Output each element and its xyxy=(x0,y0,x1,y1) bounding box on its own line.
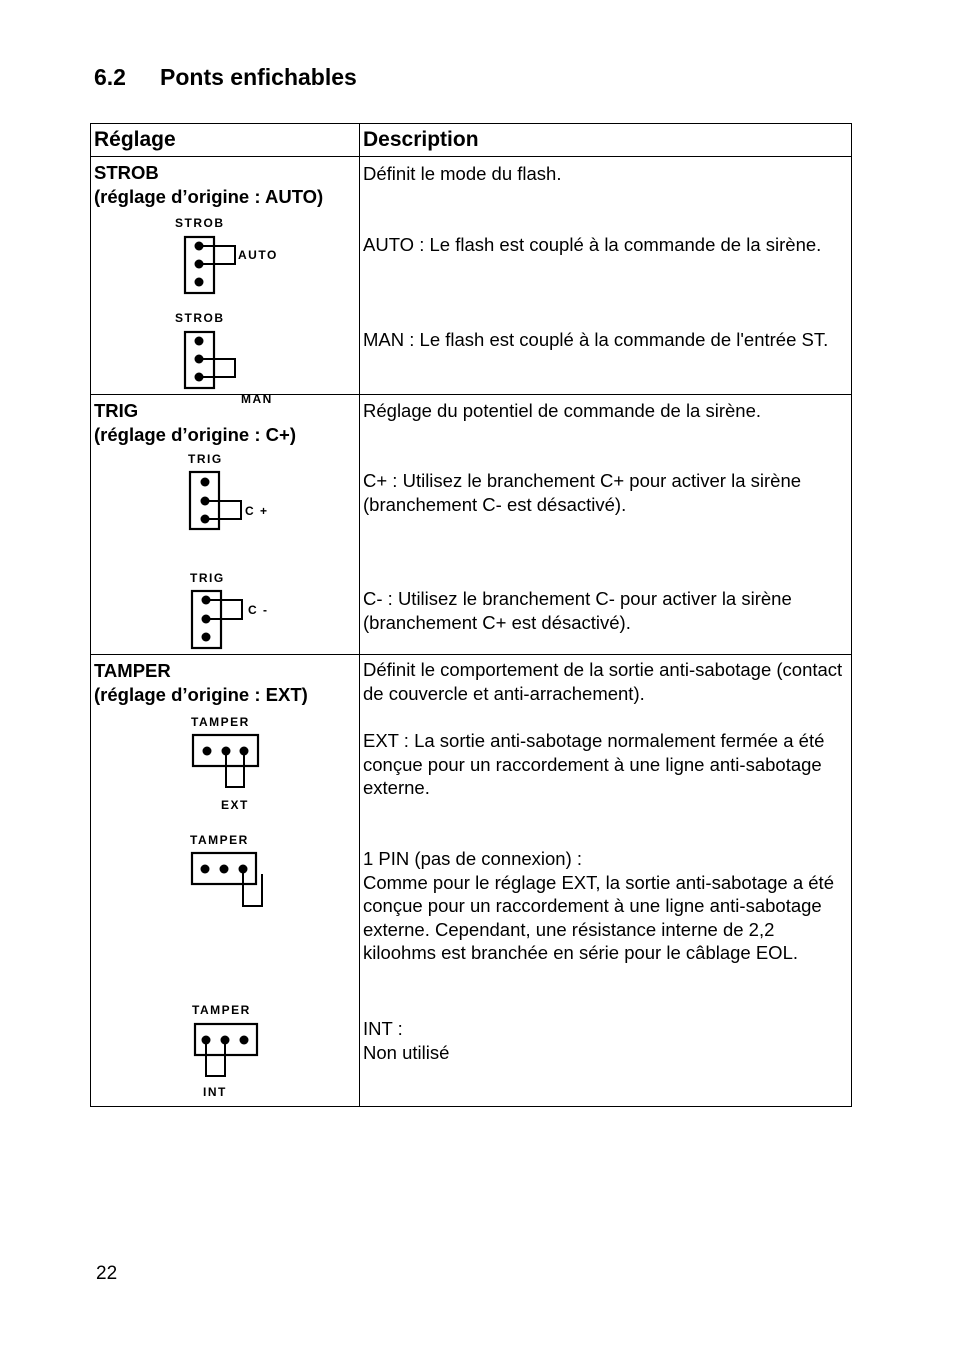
description-option-1pin-text: Comme pour le réglage EXT, la sortie anti-sabotage a été conçue pour un raccordement à une ligne anti-sabotage externe. Cependant, une résistance interne de 2,2 kiloohms est branchée en série pour le câblage EOL. xyxy=(363,871,834,963)
setting-name-strob: STROB xyxy=(94,162,159,183)
setting-name-tamper: TAMPER xyxy=(94,660,171,681)
jumper-bridge xyxy=(226,751,244,787)
jumper-bridge xyxy=(199,246,235,264)
description-intro-tamper: Définit le comportement de la sortie anti-sabotage (contact de couvercle et anti-arrachement). xyxy=(363,659,843,704)
setting-default-strob: (réglage d’origine : AUTO) xyxy=(94,186,324,207)
page-number: 22 xyxy=(96,1263,118,1284)
description-cell-tamper xyxy=(360,655,852,1107)
pin-dot xyxy=(201,478,210,487)
description-cell-trig xyxy=(360,395,852,655)
diagram-label-auto: AUTO xyxy=(238,248,278,262)
diagram-label-int: INT xyxy=(203,1085,227,1099)
jumper-bridge xyxy=(199,359,235,377)
description-intro-strob: Définit le mode du flash. xyxy=(363,163,562,184)
jumper-bridge xyxy=(243,869,262,906)
pin-dot xyxy=(195,337,204,346)
jumper-diagram-tamper xyxy=(91,655,360,1106)
diagram-title-trig-cplus: TRIG xyxy=(188,452,223,466)
table-header-row xyxy=(91,124,852,157)
diagram-title-strob-auto: STROB xyxy=(175,216,225,230)
jumper-settings-table xyxy=(90,123,852,1107)
diagram-title-tamper-int: TAMPER xyxy=(192,1003,251,1017)
pin-dot xyxy=(240,1036,249,1045)
diagram-title-tamper-1pin: TAMPER xyxy=(190,833,249,847)
jumper-bridge xyxy=(206,600,242,619)
header-description: Description xyxy=(360,124,852,157)
header-setting: Réglage xyxy=(91,124,360,157)
diagram-title-strob-man: STROB xyxy=(175,311,225,325)
diagram-label-cplus: C + xyxy=(245,504,269,518)
description-option-cminus: C- : Utilisez le branchement C- pour activer la sirène (branchement C+ est désactivé). xyxy=(363,588,792,633)
diagram-title-trig-cminus: TRIG xyxy=(190,571,225,585)
pin-dot xyxy=(195,278,204,287)
setting-default-trig: (réglage d’origine : C+) xyxy=(94,424,296,445)
setting-name-trig: TRIG xyxy=(94,400,139,421)
diagram-title-tamper-ext: TAMPER xyxy=(191,715,250,729)
jumper-bridge xyxy=(205,501,241,519)
description-option-man: MAN : Le flash est couplé à la commande de l'entrée ST. xyxy=(363,329,829,350)
description-option-auto: AUTO : Le flash est couplé à la commande de la sirène. xyxy=(363,234,822,255)
jumper-diagram-trig xyxy=(91,395,360,654)
pin-dot xyxy=(202,633,211,642)
description-option-int-text: Non utilisé xyxy=(363,1041,450,1063)
diagram-label-cminus: C - xyxy=(248,603,269,617)
setting-cell-trig xyxy=(91,395,360,655)
section-heading xyxy=(94,64,357,91)
pin-dot xyxy=(220,865,229,874)
section-number: 6.2 xyxy=(94,64,126,90)
pin-dot xyxy=(203,747,212,756)
description-option-cplus: C+ : Utilisez le branchement C+ pour activer la sirène (branchement C- est désactivé). xyxy=(363,470,802,515)
setting-cell-tamper xyxy=(91,655,360,1107)
pin-dot xyxy=(201,865,210,874)
description-option-int-title: INT : xyxy=(363,1018,403,1039)
table-row-strob xyxy=(91,157,852,395)
table-row-tamper xyxy=(91,655,852,1107)
diagram-label-man: MAN xyxy=(241,392,273,406)
description-option-ext: EXT : La sortie anti-sabotage normalement fermée a été conçue pour un raccordement à une ligne anti-sabotage externe. xyxy=(363,730,825,798)
table-row-trig xyxy=(91,395,852,655)
jumper-diagram-strob xyxy=(91,157,360,406)
setting-default-tamper: (réglage d’origine : EXT) xyxy=(94,684,308,705)
diagram-label-ext: EXT xyxy=(221,798,249,812)
description-option-1pin-title: 1 PIN (pas de connexion) : xyxy=(363,848,583,869)
description-intro-trig: Réglage du potentiel de commande de la sirène. xyxy=(363,400,762,421)
setting-cell-strob xyxy=(91,157,360,406)
description-cell-strob xyxy=(360,157,852,395)
section-title: Ponts enfichables xyxy=(160,64,357,90)
jumper-bridge xyxy=(206,1040,225,1076)
